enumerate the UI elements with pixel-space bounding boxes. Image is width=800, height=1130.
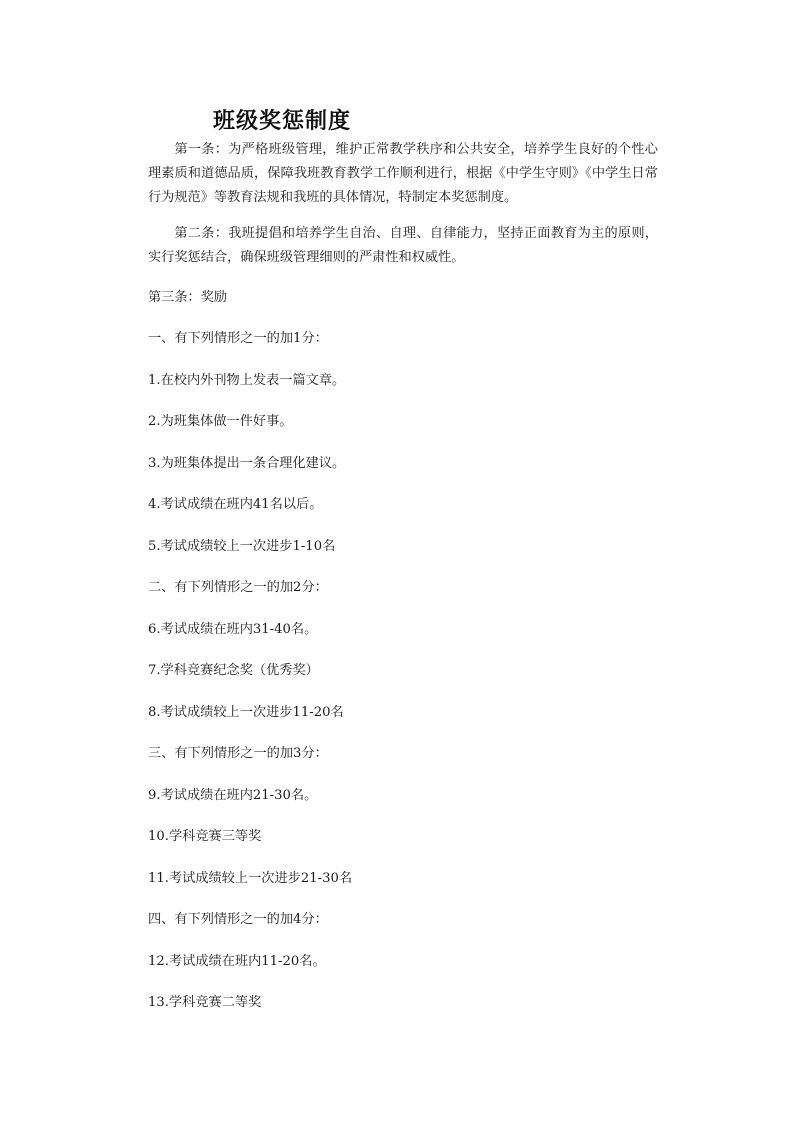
list-item: 9.考试成绩在班内21-30名。 bbox=[148, 788, 318, 803]
list-item: 3.为班集体提出一条合理化建议。 bbox=[148, 456, 346, 471]
list-item: 1.在校内外刊物上发表一篇文章。 bbox=[148, 373, 346, 388]
list-item: 5.考试成绩较上一次进步1-10名 bbox=[148, 539, 336, 554]
article-2-paragraph: 第二条：我班提倡和培养学生自治、自理、自律能力，坚持正面教育为主的原则，实行奖惩结合，确保班级管理细则的严肃性和权威性。 bbox=[148, 226, 658, 265]
document-title: 班级奖惩制度 bbox=[213, 109, 352, 134]
list-item: 11.考试成绩较上一次进步21-30名 bbox=[148, 871, 353, 886]
section-heading: 一、有下列情形之一的加1分： bbox=[148, 331, 328, 346]
list-item: 4.考试成绩在班内41名以后。 bbox=[148, 497, 323, 512]
list-item: 8.考试成绩较上一次进步11-20名 bbox=[148, 705, 344, 720]
list-item: 12.考试成绩在班内11-20名。 bbox=[148, 954, 326, 969]
list-item: 6.考试成绩在班内31-40名。 bbox=[148, 622, 318, 637]
list-item: 7.学科竞赛纪念奖（优秀奖） bbox=[148, 663, 319, 678]
section-heading: 二、有下列情形之一的加2分： bbox=[148, 580, 328, 595]
section-heading: 三、有下列情形之一的加3分： bbox=[148, 746, 328, 761]
article-3-heading: 第三条：奖励 bbox=[148, 290, 228, 305]
list-item: 2.为班集体做一件好事。 bbox=[148, 414, 293, 429]
list-item: 13.学科竞赛二等奖 bbox=[148, 995, 262, 1010]
list-item: 10.学科竞赛三等奖 bbox=[148, 829, 262, 844]
section-heading: 四、有下列情形之一的加4分： bbox=[148, 912, 328, 927]
article-1-paragraph: 第一条：为严格班级管理，维护正常教学秩序和公共安全，培养学生良好的个性心理素质和道德品质，保障我班教育教学工作顺利进行，根据《中学生守则》《中学生日常行为规范》等教育法规和我班的具体情况，特制定本奖惩制度。 bbox=[148, 142, 658, 205]
